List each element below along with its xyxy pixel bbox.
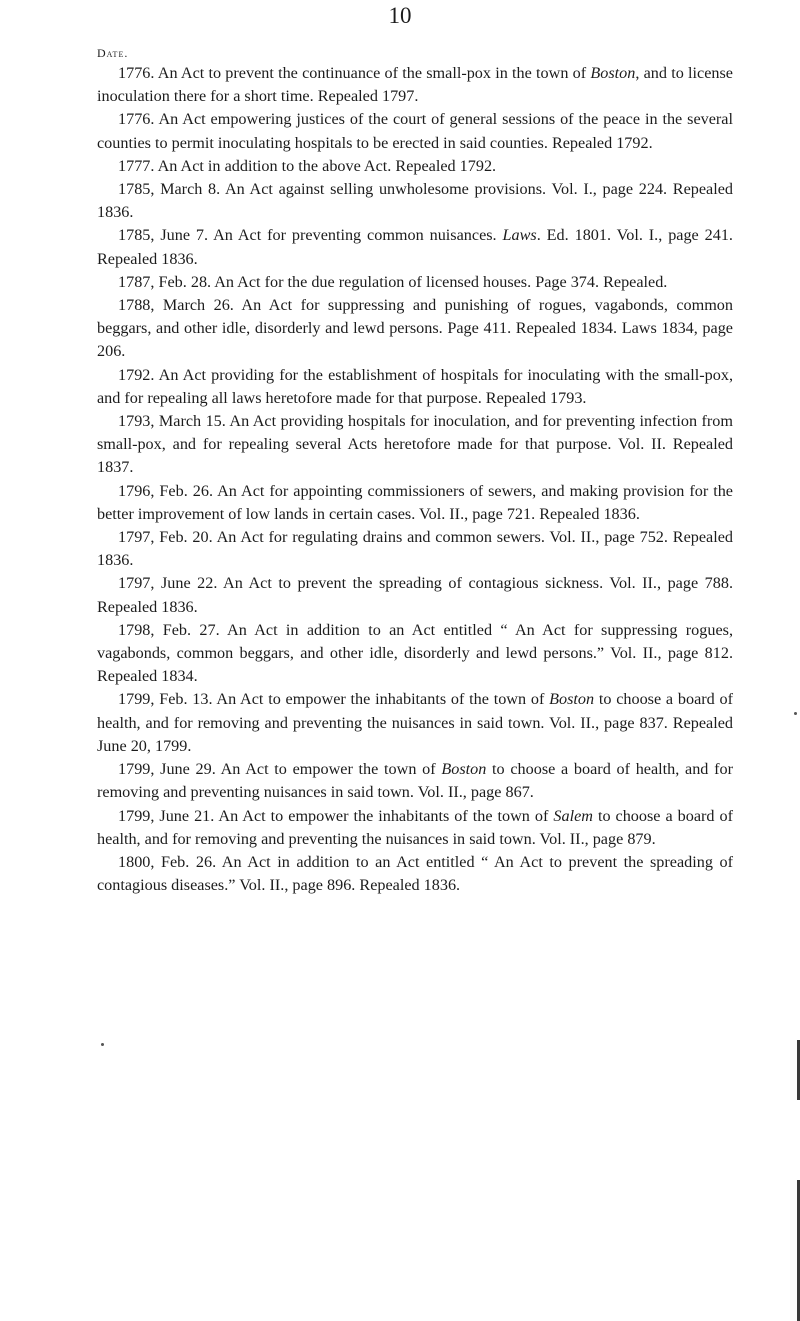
act-list bbox=[97, 62, 733, 897]
act-entry: 1797, Feb. 20. An Act for regulating drains and common sewers. Vol. II., page 752. Repealed 1836. bbox=[97, 528, 733, 570]
act-entry: 1776. An Act to prevent the continuance of the small-pox in the town of Boston, and to license inoculation there for a short time. Repealed 1797. bbox=[97, 64, 733, 106]
act-entry: 1799, June 29. An Act to empower the town of Boston to choose a board of health, and for removing and preventing nuisances in said town. Vol. II., page 867. bbox=[97, 760, 733, 802]
act-entry: 1776. An Act empowering justices of the court of general sessions of the peace in the several counties to permit inoculating hospitals to be erected in said counties. Repealed 1792. bbox=[97, 110, 733, 152]
act-entry: 1798, Feb. 27. An Act in addition to an Act entitled “ An Act for suppressing rogues, vagabonds, common beggars, and other idle, disorderly and lewd persons.” Vol. II., page 812. Repealed 1834. bbox=[97, 620, 733, 686]
act-entry: 1777. An Act in addition to the above Act. Repealed 1792. bbox=[118, 156, 497, 175]
act-entry: 1793, March 15. An Act providing hospitals for inoculation, and for preventing infection from small-pox, and for repealing several Acts heretofore made for that purpose. Vol. II. Repealed 1837. bbox=[97, 412, 733, 477]
act-entry: 1792. An Act providing for the establishment of hospitals for inoculating with the small-pox, and for repealing all laws heretofore made for that purpose. Repealed 1793. bbox=[97, 365, 733, 407]
act-entry: 1787, Feb. 28. An Act for the due regulation of licensed houses. Page 374. Repealed. bbox=[118, 272, 668, 291]
date-column-label: Date. bbox=[97, 46, 129, 60]
act-entry: 1800, Feb. 26. An Act in addition to an Act entitled “ An Act to prevent the spreading of contagious diseases.” Vol. II., page 896. Repealed 1836. bbox=[97, 852, 733, 895]
act-entry: 1797, June 22. An Act to prevent the spreading of contagious sickness. Vol. II., page 788. Repealed 1836. bbox=[97, 574, 733, 616]
scan-speck bbox=[101, 1043, 104, 1046]
act-entry: 1796, Feb. 26. An Act for appointing commissioners of sewers, and making provision for the better improvement of low lands in certain cases. Vol. II., page 721. Repealed 1836. bbox=[97, 481, 733, 523]
act-entry: 1799, Feb. 13. An Act to empower the inhabitants of the town of Boston to choose a board of health, and for removing and preventing the nuisances in said town. Vol. II., page 837. Repealed June 20, 1799. bbox=[97, 690, 733, 755]
scan-speck bbox=[794, 712, 797, 715]
act-entry: 1799, June 21. An Act to empower the inhabitants of the town of Salem to choose a board of health, and for removing and preventing the nuisances in said town. Vol. II., page 879. bbox=[97, 806, 733, 848]
act-entry: 1785, March 8. An Act against selling unwholesome provisions. Vol. I., page 224. Repealed 1836. bbox=[97, 180, 733, 222]
act-entry: 1785, June 7. An Act for preventing common nuisances. Laws. Ed. 1801. Vol. I., page 241. Repealed 1836. bbox=[97, 226, 733, 268]
page-number: 10 bbox=[388, 3, 412, 28]
act-entry: 1788, March 26. An Act for suppressing and punishing of rogues, vagabonds, common beggars, and other idle, disorderly and lewd persons. Page 411. Repealed 1834. Laws 1834, page 206. bbox=[97, 296, 733, 361]
